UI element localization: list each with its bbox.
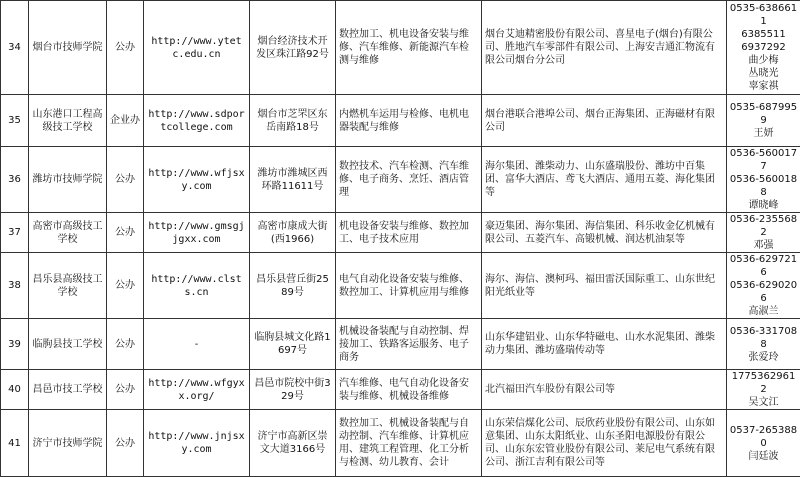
school-nature: 公办 — [107, 410, 144, 477]
partner-companies: 豪迈集团、海尔集团、海信集团、科乐收金亿机械有限公司、五菱汽车、高锻机械、润达机油泵等 — [482, 213, 727, 253]
table-row — [1, 319, 800, 370]
school-majors: 电气自动化设备安装与维修、数控加工、计算机应用与维修 — [336, 253, 482, 319]
row-number: 37 — [1, 213, 29, 253]
row-number: 39 — [1, 319, 29, 370]
school-url: http://www.ytetc.edu.cn — [144, 1, 250, 95]
row-number: 41 — [1, 410, 29, 477]
contact-line: 谭晓峰 — [729, 199, 798, 212]
school-majors: 汽车维修、电气自动化设备安装与维修、机械设备维修 — [336, 370, 482, 410]
school-url: http://www.jnjsxy.com — [144, 410, 250, 477]
school-nature: 公办 — [107, 147, 144, 213]
table-row — [1, 410, 800, 477]
table-row — [1, 1, 800, 95]
school-nature: 公办 — [107, 1, 144, 95]
school-nature: 公办 — [107, 253, 144, 319]
school-address: 济宁市高新区崇文大道3166号 — [250, 410, 336, 477]
school-majors: 内燃机车运用与检修、电机电器装配与维修 — [336, 95, 482, 147]
partner-companies: 海尔集团、潍柴动力、山东盛瑞股份、潍坊中百集团、富华大酒店、鸢飞大酒店、通用五菱、海化集团等 — [482, 147, 727, 213]
school-name: 烟台市技师学院 — [29, 1, 107, 95]
row-number: 34 — [1, 1, 29, 95]
school-majors: 数控技术、汽车检测、汽车维修、电子商务、烹饪、酒店管理 — [336, 147, 482, 213]
school-majors: 机械设备装配与自动控制、焊接加工、铁路客运服务、电子商务 — [336, 319, 482, 370]
table-row — [1, 147, 800, 213]
contact-line: 闫廷波 — [729, 450, 798, 463]
row-number: 40 — [1, 370, 29, 410]
partner-companies: 海尔、海信、澳柯玛、福田雷沃国际重工、山东世纪阳光纸业等 — [482, 253, 727, 319]
row-number: 35 — [1, 95, 29, 147]
school-url: - — [144, 319, 250, 370]
contact-line: 张爱玲 — [729, 351, 798, 364]
school-name: 昌乐县高级技工学校 — [29, 253, 107, 319]
table-row — [1, 370, 800, 410]
contact-line: 0537-2653880 — [729, 424, 798, 450]
school-name: 山东港口工程高级技工学校 — [29, 95, 107, 147]
school-name: 潍坊市技师学院 — [29, 147, 107, 213]
table-row — [1, 95, 800, 147]
contact-line: 0536-5600177 — [729, 147, 798, 173]
contact-cell — [727, 213, 800, 253]
contact-line: 6937292 — [729, 41, 798, 54]
school-url: http://www.gmsgjjgxx.com — [144, 213, 250, 253]
row-number: 38 — [1, 253, 29, 319]
contact-cell — [727, 370, 800, 410]
contact-line: 0536-5600188 — [729, 173, 798, 199]
contact-cell — [727, 147, 800, 213]
contact-line: 辜家祺 — [729, 80, 798, 93]
contact-line: 0536-6290206 — [729, 279, 798, 305]
school-url: http://www.sdportcollege.com — [144, 95, 250, 147]
school-nature: 公办 — [107, 319, 144, 370]
contact-line: 6385511 — [729, 28, 798, 41]
contact-cell — [727, 410, 800, 477]
row-number: 36 — [1, 147, 29, 213]
contact-cell — [727, 95, 800, 147]
contact-line: 吴文江 — [729, 396, 798, 409]
school-address: 昌邑市院校中街329号 — [250, 370, 336, 410]
school-address: 高密市康成大街(西1966) — [250, 213, 336, 253]
school-address: 烟台经济技术开发区珠江路92号 — [250, 1, 336, 95]
partner-companies: 烟台艾迪精密股份有限公司、喜星电子(烟台)有限公司、胜地汽车零部件有限公司、上海安吉通汇物流有限公司烟台分公司 — [482, 1, 727, 95]
table-row — [1, 213, 800, 253]
school-nature: 公办 — [107, 213, 144, 253]
contact-line: 高淑兰 — [729, 305, 798, 318]
school-majors: 机电设备安装与维修、数控加工、电子技术应用 — [336, 213, 482, 253]
school-nature: 公办 — [107, 370, 144, 410]
school-address: 临朐县城文化路1697号 — [250, 319, 336, 370]
contact-line: 17753629612 — [729, 370, 798, 396]
school-nature: 企业办 — [107, 95, 144, 147]
school-name: 济宁市技师学院 — [29, 410, 107, 477]
school-majors: 数控加工、机械设备装配与自动控制、汽车维修、计算机应用、建筑工程管理、化工分析与检测、幼儿教育、会计 — [336, 410, 482, 477]
school-address: 烟台市芝罘区东岳南路18号 — [250, 95, 336, 147]
school-url: http://www.clsts.cn — [144, 253, 250, 319]
school-address: 潍坊市潍城区西环路11611号 — [250, 147, 336, 213]
school-address: 昌乐县营丘街2589号 — [250, 253, 336, 319]
contact-cell — [727, 319, 800, 370]
school-url: http://www.wfgyxx.org/ — [144, 370, 250, 410]
partner-companies: 烟台港联合港埠公司、烟台正海集团、正海磁材有限公司 — [482, 95, 727, 147]
school-name: 临朐县技工学校 — [29, 319, 107, 370]
contact-line: 0535-6386611 — [729, 2, 798, 28]
contact-line: 王妍 — [729, 127, 798, 140]
contact-line: 0536-6297216 — [729, 253, 798, 279]
table-row — [1, 253, 800, 319]
contact-line: 0536-2355682 — [729, 213, 798, 239]
contact-cell — [727, 1, 800, 95]
contact-line: 0536-3317088 — [729, 325, 798, 351]
school-majors: 数控加工、机电设备安装与维修、汽车维修、新能源汽车检测与维修 — [336, 1, 482, 95]
contact-line: 丛晓光 — [729, 67, 798, 80]
partner-companies: 北汽福田汽车股份有限公司等 — [482, 370, 727, 410]
school-url: http://www.wfjsxy.com — [144, 147, 250, 213]
contact-line: 0535-6879959 — [729, 101, 798, 127]
contact-line: 曲少梅 — [729, 54, 798, 67]
contact-line: 邓强 — [729, 239, 798, 252]
school-name: 昌邑市技工学校 — [29, 370, 107, 410]
school-name: 高密市高级技工学校 — [29, 213, 107, 253]
contact-cell — [727, 253, 800, 319]
partner-companies: 山东华建铝业、山东华特磁电、山水水泥集团、潍柴动力集团、潍坊盛瑞传动等 — [482, 319, 727, 370]
partner-companies: 山东荣信煤化公司、辰欣药业股份有限公司、山东如意集团、山东太阳纸业、山东圣阳电源股份有限公司、山东东宏管业股份有限公司、莱尼电气系统有限公司、浙江吉利有限公司等 — [482, 410, 727, 477]
